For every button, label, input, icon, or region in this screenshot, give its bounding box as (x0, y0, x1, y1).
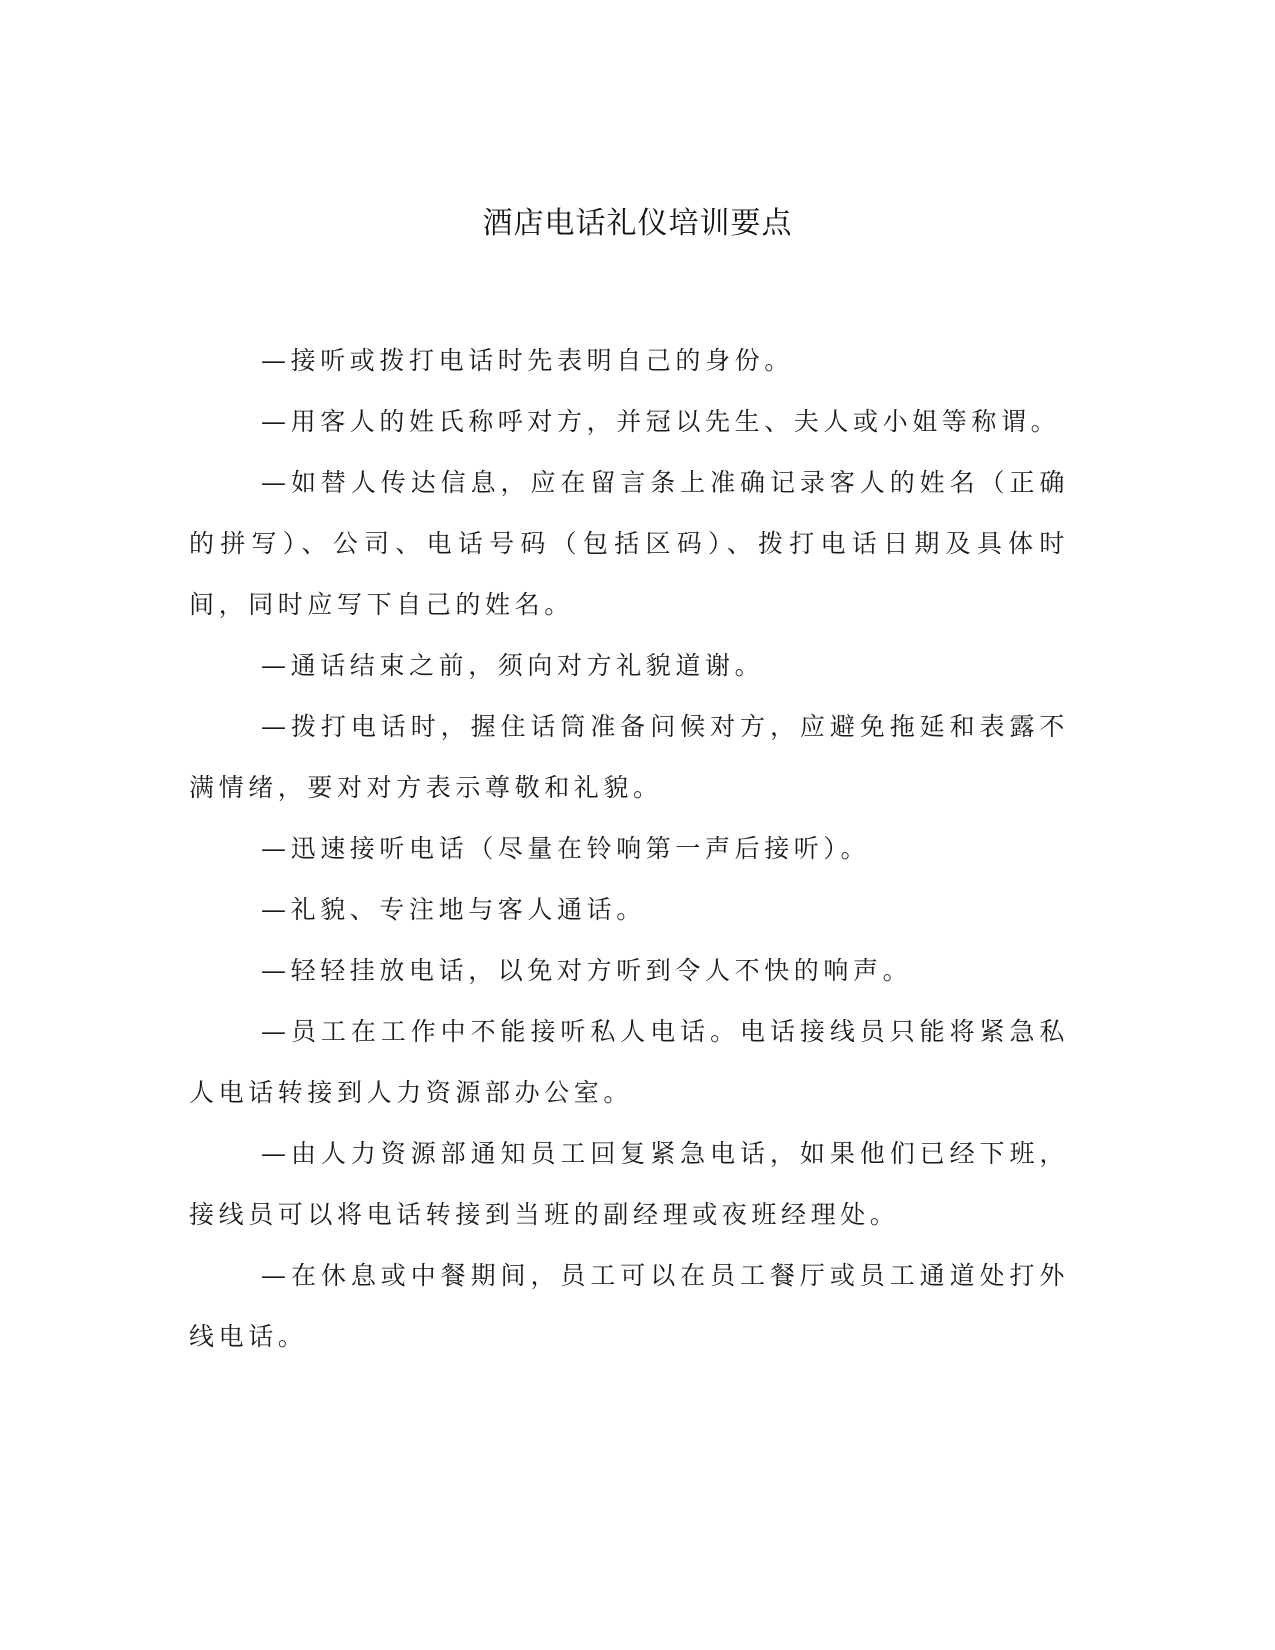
paragraph-dialing-manners: —拨打电话时，握住话筒准备问候对方，应避免拖延和表露不满情绪，要对对方表示尊敬和礼貌。 (189, 712, 1069, 802)
paragraph-no-personal-calls: —员工在工作中不能接听私人电话。电话接线员只能将紧急私人电话转接到人力资源部办公室。 (189, 1017, 1069, 1107)
paragraph-thank-before-ending: —通话结束之前，须向对方礼貌道谢。 (261, 651, 765, 680)
paragraph-hang-up-gently: —轻轻挂放电话，以免对方听到令人不快的响声。 (261, 956, 913, 985)
paragraph-identify-self: —接听或拨打电话时先表明自己的身份。 (261, 346, 794, 375)
document-title: 酒店电话礼仪培训要点 (482, 206, 793, 241)
document-body (189, 330, 1069, 1367)
paragraph-answer-promptly: —迅速接听电话（尽量在铃响第一声后接听）。 (261, 834, 871, 863)
paragraph-break-time-calls: —在休息或中餐期间，员工可以在员工餐厅或员工通道处打外线电话。 (189, 1261, 1069, 1351)
paragraph-take-messages: —如替人传达信息，应在留言条上准确记录客人的姓名（正确的拼写）、公司、电话号码（包括区码）、拨打电话日期及具体时间，同时应写下自己的姓名。 (189, 468, 1069, 619)
paragraph-polite-focus: —礼貌、专注地与客人通话。 (261, 895, 646, 924)
paragraph-urgent-call-handling: —由人力资源部通知员工回复紧急电话，如果他们已经下班，接线员可以将电话转接到当班的副经理或夜班经理处。 (189, 1139, 1069, 1229)
paragraph-address-by-surname: —用客人的姓氏称呼对方，并冠以先生、夫人或小姐等称谓。 (261, 407, 1061, 436)
